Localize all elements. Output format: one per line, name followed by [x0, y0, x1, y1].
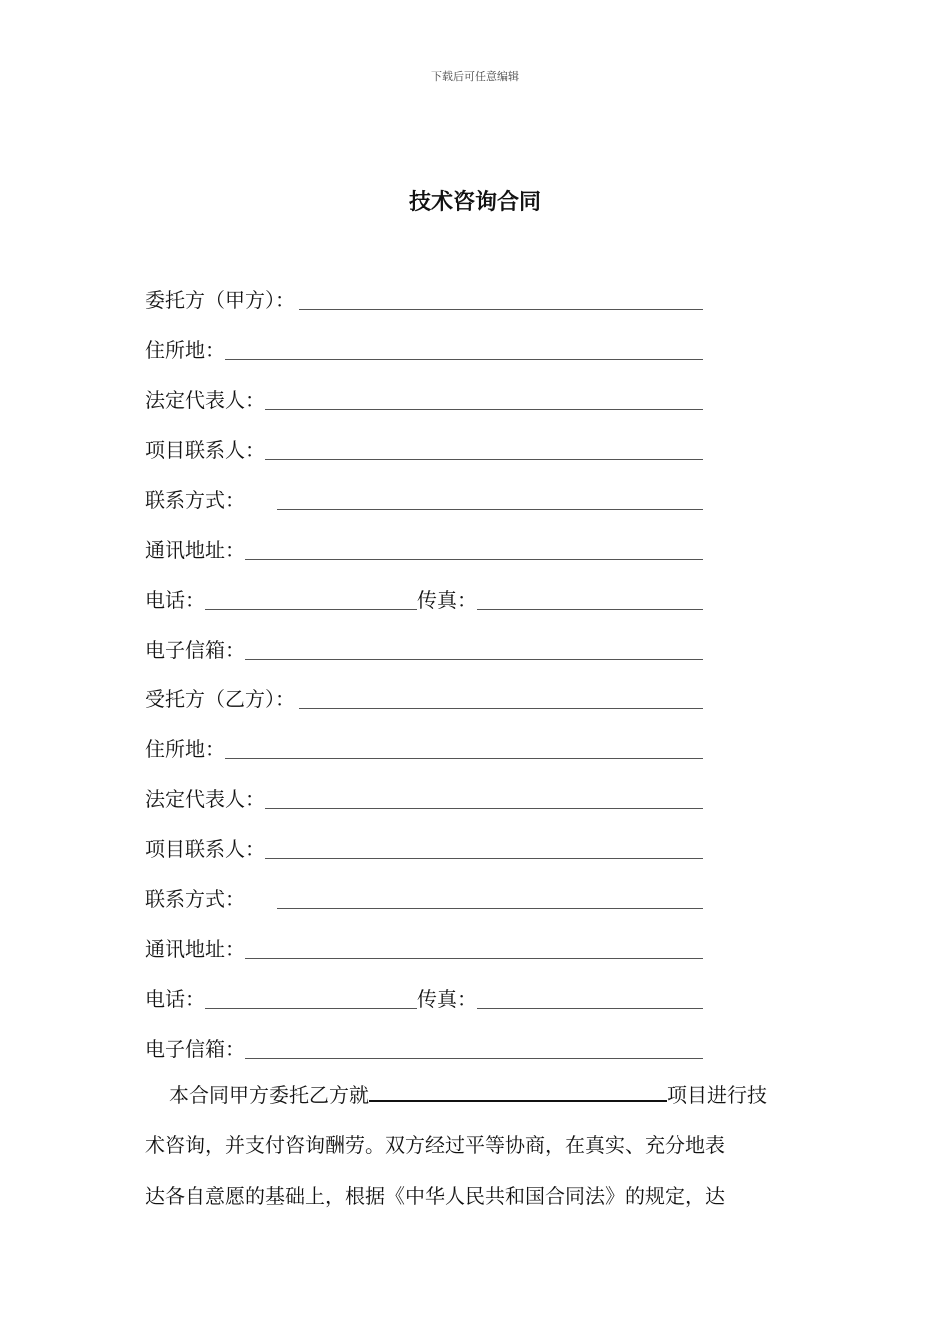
party-b-trustee-label: 受托方（乙方）：	[145, 687, 295, 711]
party-a-mail-address-row	[145, 532, 703, 562]
party-b-fax-field[interactable]	[477, 1007, 703, 1009]
party-b-email-field[interactable]	[245, 1057, 703, 1059]
party-b-address-row	[145, 731, 703, 761]
party-a-fax-label: 传真：	[417, 588, 477, 612]
party-a-contact-person-field[interactable]	[265, 458, 703, 460]
project-name-field[interactable]	[369, 1080, 667, 1102]
party-b-phone-fax-row	[145, 981, 703, 1011]
party-a-client-row	[145, 282, 703, 312]
party-b-contact-person-field[interactable]	[265, 857, 703, 859]
party-b-contact-method-label: 联系方式：	[145, 887, 245, 911]
party-a-legal-rep-field[interactable]	[265, 408, 703, 410]
party-a-address-field[interactable]	[225, 358, 703, 360]
party-a-email-label: 电子信箱：	[145, 638, 245, 662]
party-a-client-label: 委托方（甲方）：	[145, 288, 295, 312]
party-a-contact-person-row	[145, 432, 703, 462]
party-b-mail-address-label: 通讯地址：	[145, 937, 245, 961]
party-b-contact-method-field[interactable]	[277, 907, 703, 909]
party-b-address-label: 住所地：	[145, 737, 225, 761]
party-b-mail-address-field[interactable]	[245, 957, 703, 959]
party-a-contact-method-label: 联系方式：	[145, 488, 245, 512]
body-line-2: 术咨询，并支付咨询酬劳。双方经过平等协商，在真实、充分地表	[145, 1133, 725, 1157]
party-b-legal-rep-field[interactable]	[265, 807, 703, 809]
party-a-address-label: 住所地：	[145, 338, 225, 362]
party-a-email-field[interactable]	[245, 658, 703, 660]
party-a-mail-address-field[interactable]	[245, 558, 703, 560]
party-b-contact-method-row	[145, 881, 703, 911]
party-b-address-field[interactable]	[225, 757, 703, 759]
party-a-legal-rep-row	[145, 382, 703, 412]
party-a-email-row	[145, 632, 703, 662]
party-a-mail-address-label: 通讯地址：	[145, 538, 245, 562]
party-b-email-row	[145, 1031, 703, 1061]
body-intro-suffix: 项目进行技	[667, 1083, 767, 1107]
party-a-contact-method-field[interactable]	[277, 508, 703, 510]
party-a-legal-rep-label: 法定代表人：	[145, 388, 265, 412]
party-b-contact-person-label: 项目联系人：	[145, 837, 265, 861]
party-a-phone-fax-row	[145, 582, 703, 612]
party-b-legal-rep-label: 法定代表人：	[145, 787, 265, 811]
party-b-mail-address-row	[145, 931, 703, 961]
party-b-phone-field[interactable]	[205, 1007, 417, 1009]
party-a-phone-label: 电话：	[145, 588, 205, 612]
body-line-1	[145, 1080, 810, 1110]
header-note: 下载后可任意编辑	[431, 70, 519, 83]
party-a-contact-person-label: 项目联系人：	[145, 438, 265, 462]
party-b-legal-rep-row	[145, 781, 703, 811]
party-a-contact-method-row	[145, 482, 703, 512]
body-line-3: 达各自意愿的基础上，根据《中华人民共和国合同法》的规定，达	[145, 1184, 725, 1208]
party-b-trustee-field[interactable]	[299, 707, 703, 709]
party-b-phone-label: 电话：	[145, 987, 205, 1011]
body-intro-prefix: 本合同甲方委托乙方就	[169, 1083, 369, 1107]
party-a-phone-field[interactable]	[205, 608, 417, 610]
party-b-email-label: 电子信箱：	[145, 1037, 245, 1061]
party-b-trustee-row	[145, 681, 703, 711]
party-a-fax-field[interactable]	[477, 608, 703, 610]
party-b-fax-label: 传真：	[417, 987, 477, 1011]
page-title: 技术咨询合同	[408, 190, 541, 215]
party-b-contact-person-row	[145, 831, 703, 861]
party-a-address-row	[145, 332, 703, 362]
party-a-client-field[interactable]	[299, 308, 703, 310]
